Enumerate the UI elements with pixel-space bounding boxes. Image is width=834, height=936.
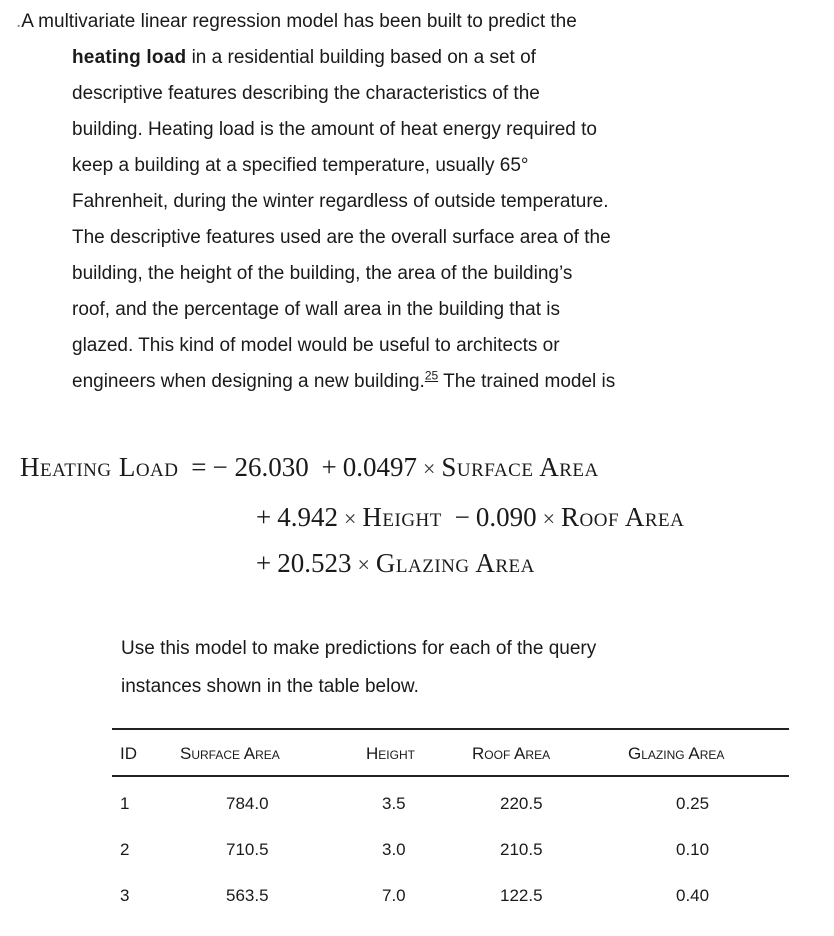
equation-line-2	[250, 502, 684, 533]
paragraph-line: roof, and the percentage of wall area in the building that is	[72, 299, 560, 320]
header-surface-area: Surface Area	[180, 744, 280, 763]
header-roof-area: Roof Area	[472, 744, 551, 763]
intercept-sign: −	[212, 452, 228, 482]
term-feature: Height	[362, 502, 442, 532]
paragraph-line: The trained model is	[438, 371, 616, 392]
instruction-text	[121, 630, 741, 706]
cell-surface-area: 563.5	[226, 886, 269, 905]
equals-sign: =	[191, 452, 207, 482]
term-coefficient: 4.942	[277, 502, 338, 532]
cell-roof-area: 122.5	[500, 886, 543, 905]
term-feature: Surface Area	[441, 452, 599, 482]
leading-dot: .	[16, 11, 22, 32]
cell-roof-area: 210.5	[500, 840, 543, 859]
cell-height: 7.0	[382, 886, 406, 905]
times-sign: ×	[422, 456, 436, 481]
paragraph-line: Fahrenheit, during the winter regardless of outside temperature.	[72, 191, 609, 212]
term-coefficient: 20.523	[277, 548, 352, 578]
cell-height: 3.0	[382, 840, 406, 859]
footnote-link[interactable]: 25	[424, 368, 439, 383]
paragraph-line: building, the height of the building, the area of the building’s	[72, 263, 573, 284]
cell-surface-area: 710.5	[226, 840, 269, 859]
bold-term: heating load	[72, 47, 187, 68]
instruction-line: instances shown in the table below.	[121, 676, 419, 697]
header-id: ID	[120, 744, 137, 763]
cell-surface-area: 784.0	[226, 794, 269, 813]
paragraph-line: keep a building at a specified temperature, usually 65°	[72, 155, 529, 176]
paragraph-line: descriptive features describing the characteristics of the	[72, 83, 540, 104]
paragraph-line: A multivariate linear regression model has been built to predict the	[21, 11, 577, 32]
cell-id: 2	[120, 840, 130, 859]
table-header-rule	[112, 775, 789, 777]
cell-roof-area: 220.5	[500, 794, 543, 813]
equation-target: Heating Load	[20, 452, 179, 482]
cell-id: 3	[120, 886, 130, 905]
table-top-rule	[112, 728, 789, 730]
cell-glazing-area: 0.10	[676, 840, 710, 859]
intercept-value: 26.030	[234, 452, 309, 482]
paragraph-line: The descriptive features used are the overall surface area of the	[72, 227, 611, 248]
header-height: Height	[366, 744, 415, 763]
times-sign: ×	[357, 552, 370, 577]
term-sign: +	[256, 548, 272, 578]
term-coefficient: 0.0497	[342, 452, 417, 482]
equation-line-1	[20, 452, 599, 483]
term-sign: +	[321, 452, 337, 482]
instruction-line: Use this model to make predictions for each of the query	[121, 638, 597, 659]
paragraph-line: in a residential building based on a set of	[186, 47, 536, 68]
cell-id: 1	[120, 794, 130, 813]
equation-line-3	[250, 548, 535, 579]
paragraph-line: engineers when designing a new building.	[72, 371, 425, 392]
cell-glazing-area: 0.40	[676, 886, 710, 905]
paragraph-line: glazed. This kind of model would be useful to architects or	[72, 335, 560, 356]
times-sign: ×	[343, 506, 357, 531]
term-sign: +	[256, 502, 272, 532]
term-feature: Roof Area	[561, 502, 685, 532]
term-feature: Glazing Area	[375, 548, 535, 578]
cell-height: 3.5	[382, 794, 406, 813]
term-coefficient: 0.090	[475, 502, 537, 532]
header-glazing-area: Glazing Area	[628, 744, 725, 763]
term-sign: −	[454, 502, 470, 532]
times-sign: ×	[542, 506, 556, 531]
cell-glazing-area: 0.25	[676, 794, 710, 813]
problem-paragraph	[16, 4, 744, 400]
paragraph-line: building. Heating load is the amount of heat energy required to	[72, 119, 597, 140]
